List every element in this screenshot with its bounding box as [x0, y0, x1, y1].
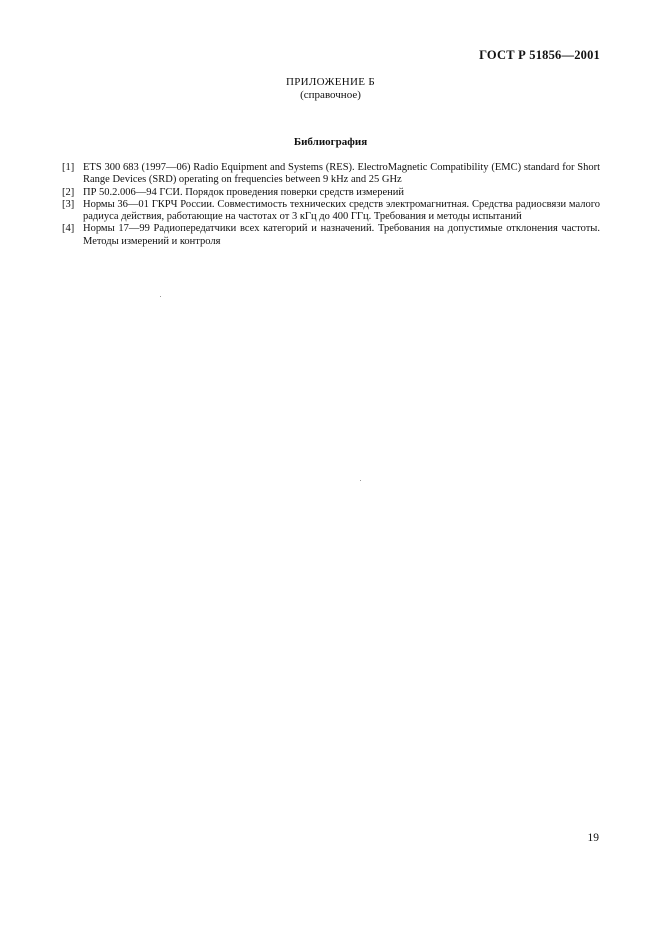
bibliography-item-text: Нормы 36—01 ГКРЧ России. Совместимость технических средств электромагнитная. Средства радиосвязи малого радиуса действия, работающие на частотах от 3 кГц до 400 ГГц. Требования и методы испытаний	[83, 198, 600, 223]
bibliography-item-text: ETS 300 683 (1997—06) Radio Equipment and Systems (RES). ElectroMagnetic Compatibility (EMC) standard for Short Range Devices (SRD) operating on frequencies between 9 kHz and 25 GHz	[83, 162, 600, 186]
bibliography-heading: Библиография	[293, 136, 368, 148]
appendix-subtitle: (справочное)	[300, 89, 361, 101]
appendix-block	[0, 76, 661, 102]
bibliography-item-number: [1]	[62, 162, 75, 173]
bibliography-item-text: Нормы 17—99 Радиопередатчики всех категорий и назначений. Требования на допустимые отклонения частоты. Методы измерений и контроля	[83, 223, 600, 247]
bibliography-item	[62, 199, 600, 224]
bibliography-item	[62, 187, 600, 199]
scan-speck	[160, 296, 161, 297]
bibliography-item-number: [4]	[62, 223, 75, 235]
bibliography-item	[62, 223, 600, 248]
bibliography-item-text: ПР 50.2.006—94 ГСИ. Порядок проведения поверки средств измерений	[83, 186, 404, 198]
appendix-title: ПРИЛОЖЕНИЕ Б	[286, 76, 375, 88]
document-code: ГОСТ Р 51856—2001	[479, 48, 600, 62]
bibliography-item	[62, 162, 600, 187]
bibliography-list	[62, 162, 600, 248]
bibliography-item-number: [2]	[62, 186, 75, 198]
scan-speck	[360, 480, 361, 481]
page-number: 19	[587, 832, 599, 844]
bibliography-item-number: [3]	[62, 198, 75, 210]
